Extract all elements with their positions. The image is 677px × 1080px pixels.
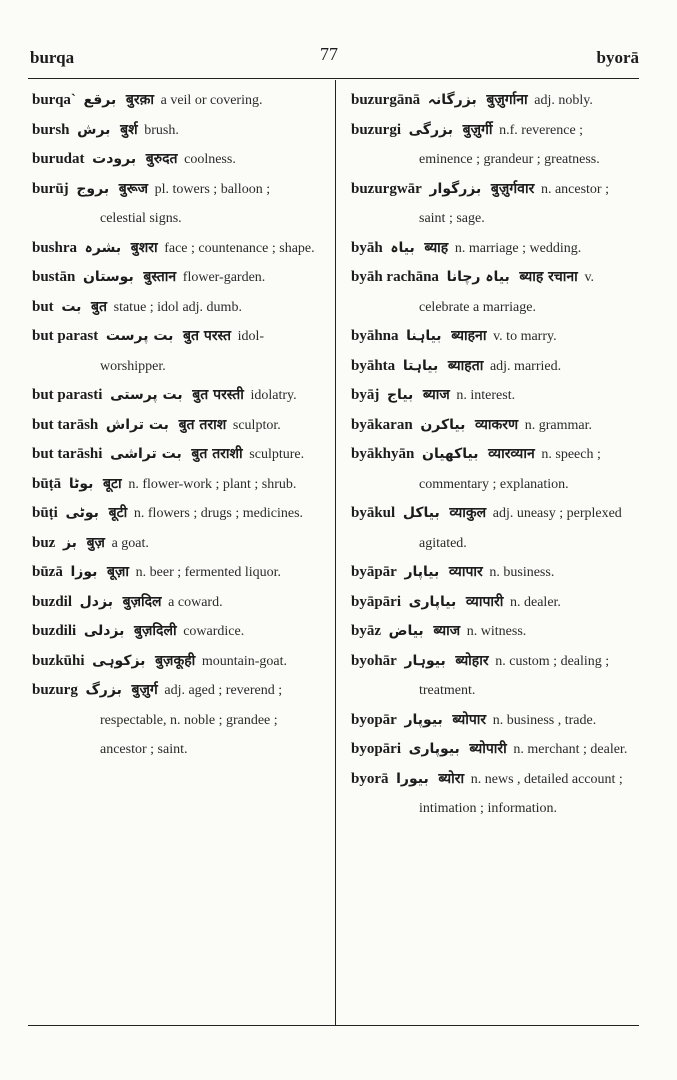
definition: n. speech ; commentary ; explanation. <box>419 447 601 492</box>
headword: byāz <box>351 623 381 639</box>
devanagari-script: बूटा <box>103 475 122 492</box>
guide-word-right: byorā <box>596 48 639 67</box>
urdu-script: بیورا <box>396 770 429 787</box>
devanagari-script: बुज़ुर्ग <box>131 682 158 698</box>
definition: a goat. <box>111 535 149 551</box>
dictionary-entry <box>351 322 634 352</box>
devanagari-script: बुज़कूही <box>155 652 196 669</box>
dictionary-entry <box>351 234 634 264</box>
devanagari-script: व्याकुल <box>449 505 487 521</box>
headword: byāhta <box>351 357 396 374</box>
headword: but tarāshi <box>32 446 103 462</box>
dictionary-entry <box>32 470 318 500</box>
urdu-script: بت پرست <box>105 328 174 344</box>
urdu-script: بزکوہی <box>92 652 146 669</box>
devanagari-script: ब्याहना <box>451 328 487 344</box>
devanagari-script: बुत तराशी <box>191 446 243 462</box>
definition: a veil or covering. <box>160 93 263 108</box>
dictionary-entry <box>351 86 634 116</box>
urdu-script: بیاج <box>386 387 414 403</box>
dictionary-entry <box>351 499 634 558</box>
dictionary-entry <box>32 145 318 175</box>
urdu-script: بیاہ رچانا <box>446 269 510 285</box>
dictionary-entry <box>32 588 318 618</box>
headword: byopār <box>351 711 397 728</box>
devanagari-script: बुर्श <box>120 121 138 138</box>
headword: būṭi <box>32 505 58 521</box>
devanagari-script: ब्याह रचाना <box>519 269 578 285</box>
definition: cowardice. <box>183 624 245 639</box>
definition: face ; countenance ; shape. <box>164 240 315 256</box>
headword: buzkūhi <box>32 652 85 669</box>
header-rule <box>28 78 639 79</box>
urdu-script: بزرگ <box>85 682 122 698</box>
definition: sculptor. <box>232 417 281 433</box>
definition: adj. married. <box>489 358 562 374</box>
headword: byāpār <box>351 564 397 580</box>
headword: buzurgi <box>351 121 402 138</box>
dictionary-entry <box>32 86 318 116</box>
dictionary-entry <box>351 588 634 618</box>
urdu-script: بیاپاری <box>408 593 457 610</box>
page-number: 77 <box>320 44 338 64</box>
headword: buzdil <box>32 593 73 610</box>
headword: buzurgwār <box>351 180 422 197</box>
definition: n. merchant ; dealer. <box>513 742 628 757</box>
devanagari-script: ब्याज <box>433 623 461 639</box>
headword: byāh <box>351 239 383 256</box>
urdu-script: بوٹا <box>68 475 94 492</box>
devanagari-script: बुस्तान <box>143 269 177 285</box>
headword: byākhyān <box>351 446 415 462</box>
definition: n. business , trade. <box>492 712 597 728</box>
urdu-script: بیاض <box>388 623 424 639</box>
devanagari-script: बुरुदत <box>145 151 178 167</box>
headword: bursh <box>32 121 70 138</box>
devanagari-script: ब्योहार <box>455 652 489 669</box>
headword: burqa` <box>32 92 76 108</box>
headword: buz <box>32 534 56 551</box>
urdu-script: بیاکھیان <box>422 446 479 462</box>
definition: coolness. <box>184 152 236 167</box>
devanagari-script: बुत परस्त <box>183 328 231 344</box>
headword: byohār <box>351 652 397 669</box>
dictionary-entry <box>32 558 318 588</box>
headword: byāhna <box>351 328 399 344</box>
devanagari-script: व्यापारी <box>465 593 504 610</box>
definition: v. celebrate a marriage. <box>419 270 595 315</box>
headword: but parast <box>32 328 99 344</box>
headword: burudat <box>32 151 85 167</box>
definition: adj. uneasy ; perplexed agitated. <box>419 506 622 551</box>
devanagari-script: बुरक़ा <box>125 92 154 108</box>
urdu-script: بز <box>62 534 77 551</box>
definition: n. witness. <box>466 624 527 639</box>
dictionary-entry <box>351 411 634 441</box>
dictionary-entry <box>32 617 318 647</box>
dictionary-entry <box>32 440 318 470</box>
headword: byāj <box>351 387 380 403</box>
headword: būzā <box>32 564 63 580</box>
definition: n. flowers ; drugs ; medicines. <box>133 506 304 521</box>
urdu-script: بیوپاری <box>408 741 460 757</box>
dictionary-entry <box>351 116 634 175</box>
urdu-script: بزرگی <box>408 121 453 138</box>
dictionary-entry <box>32 381 318 411</box>
devanagari-script: ब्याज <box>422 387 450 403</box>
dictionary-entry <box>32 411 318 441</box>
devanagari-script: बुज़ <box>86 534 105 551</box>
dictionary-entry <box>351 558 634 588</box>
urdu-script: بت تراشی <box>110 446 182 462</box>
headword: bustān <box>32 269 76 285</box>
dictionary-entry <box>351 647 634 706</box>
urdu-script: بیاہتا <box>402 357 439 374</box>
left-column <box>32 86 318 765</box>
dictionary-entry <box>351 263 634 322</box>
dictionary-entry <box>32 676 318 765</box>
devanagari-script: बुज़ुर्गी <box>462 121 493 138</box>
urdu-script: برقع <box>83 92 117 108</box>
guide-word-left: burqa <box>30 48 75 67</box>
devanagari-script: व्याकरण <box>474 416 519 433</box>
urdu-script: بوٹی <box>65 505 99 521</box>
definition: sculpture. <box>249 447 305 462</box>
headword: buzurgānā <box>351 92 421 108</box>
urdu-script: بزدلی <box>83 623 125 639</box>
headword: byākaran <box>351 416 413 433</box>
headword: burūj <box>32 180 69 197</box>
headword: byāpāri <box>351 593 402 610</box>
headword: but <box>32 298 54 315</box>
definition: n. dealer. <box>510 594 561 610</box>
definition: n.f. reverence ; eminence ; grandeur ; greatness. <box>419 122 600 167</box>
dictionary-entry <box>351 706 634 736</box>
urdu-script: بیاہ <box>390 239 415 256</box>
headword: but parasti <box>32 387 103 403</box>
definition: n. grammar. <box>524 417 592 433</box>
definition: idol-worshipper. <box>100 329 265 374</box>
dictionary-entry <box>351 175 634 234</box>
urdu-script: بیاکل <box>402 505 440 521</box>
devanagari-script: ब्याह <box>424 239 449 256</box>
urdu-script: بروج <box>76 180 110 197</box>
definition: brush. <box>144 122 179 138</box>
headword: but tarāsh <box>32 416 99 433</box>
urdu-script: بشرہ <box>84 239 122 256</box>
definition: n. interest. <box>456 388 516 403</box>
definition: n. news , detailed account ; intimation ; information. <box>419 771 623 816</box>
urdu-script: بیوہار <box>404 652 446 669</box>
devanagari-script: बुत परस्ती <box>192 387 244 403</box>
devanagari-script: ब्योपार <box>452 711 487 728</box>
dictionary-entry <box>32 116 318 146</box>
urdu-script: بیاکرن <box>420 416 466 433</box>
dictionary-entry <box>32 529 318 559</box>
urdu-script: برش <box>77 121 111 138</box>
dictionary-entry <box>32 647 318 677</box>
devanagari-script: व्यारव्यान <box>488 446 535 462</box>
dictionary-entry <box>351 617 634 647</box>
definition: mountain-goat. <box>201 653 288 669</box>
devanagari-script: ब्योरा <box>438 770 465 787</box>
urdu-script: بیوپار <box>404 711 443 728</box>
devanagari-script: बूटी <box>108 505 128 521</box>
definition: v. to marry. <box>493 329 557 344</box>
headword: buzdili <box>32 623 77 639</box>
definition: n. custom ; dealing ; treatment. <box>419 653 610 698</box>
headword: buzurg <box>32 682 78 698</box>
page-header <box>30 44 639 74</box>
dictionary-entry <box>351 765 634 824</box>
devanagari-script: बुरूज <box>118 180 148 197</box>
urdu-script: برودت <box>92 151 137 167</box>
definition: idolatry. <box>250 388 297 403</box>
definition: flower-garden. <box>182 270 266 285</box>
devanagari-script: बुशरा <box>130 239 158 256</box>
urdu-script: بت تراش <box>105 416 169 433</box>
dictionary-entry <box>32 234 318 264</box>
urdu-script: بوستان <box>82 269 134 285</box>
definition: adj. nobly. <box>534 93 593 108</box>
headword: byorā <box>351 770 389 787</box>
urdu-script: بوزا <box>70 564 98 580</box>
dictionary-entry <box>351 440 634 499</box>
dictionary-entry <box>351 381 634 411</box>
devanagari-script: बुत तराश <box>178 416 227 433</box>
dictionary-entry <box>351 735 634 765</box>
headword: byākul <box>351 505 396 521</box>
devanagari-script: बुज़ुर्गाना <box>486 92 528 108</box>
definition: n. ancestor ; saint ; sage. <box>419 181 609 226</box>
urdu-script: بزرگوار <box>429 180 482 197</box>
dictionary-entry <box>32 499 318 529</box>
urdu-script: بزدل <box>79 593 113 610</box>
headword: byopāri <box>351 741 402 757</box>
devanagari-script: बुज़ुर्गवार <box>490 180 535 197</box>
devanagari-script: व्यापार <box>448 564 483 580</box>
definition: n. beer ; fermented liquor. <box>135 565 282 580</box>
urdu-script: بزرگانہ <box>427 92 477 108</box>
definition: a coward. <box>168 594 223 610</box>
right-column <box>351 86 634 824</box>
devanagari-script: बुत <box>91 298 107 315</box>
headword: bushra <box>32 239 78 256</box>
definition: n. flower-work ; plant ; shrub. <box>128 476 297 492</box>
definition: pl. towers ; balloon ; celestial signs. <box>100 181 271 226</box>
definition: n. business. <box>489 565 555 580</box>
definition: n. marriage ; wedding. <box>454 240 582 256</box>
column-divider <box>335 80 336 1026</box>
urdu-script: بت پرستی <box>110 387 183 403</box>
dictionary-entry <box>32 175 318 234</box>
devanagari-script: ब्योपारी <box>469 741 507 757</box>
definition: adj. aged ; reverend ; respectable, n. noble ; grandee ; ancestor ; saint. <box>100 683 283 757</box>
headword: byāh rachāna <box>351 269 439 285</box>
devanagari-script: ब्याहता <box>447 357 484 374</box>
urdu-script: بت <box>61 298 82 315</box>
devanagari-script: बुज़दिली <box>134 623 177 639</box>
dictionary-entry <box>32 263 318 293</box>
devanagari-script: बुज़दिल <box>122 593 162 610</box>
urdu-script: بیاپار <box>404 564 440 580</box>
definition: statue ; idol adj. dumb. <box>113 299 242 315</box>
footer-rule <box>28 1025 639 1026</box>
urdu-script: بیاہنا <box>406 328 442 344</box>
dictionary-entry <box>351 352 634 382</box>
devanagari-script: बूज़ा <box>107 564 130 580</box>
dictionary-entry <box>32 322 318 381</box>
dictionary-entry <box>32 293 318 323</box>
headword: būṭā <box>32 475 62 492</box>
